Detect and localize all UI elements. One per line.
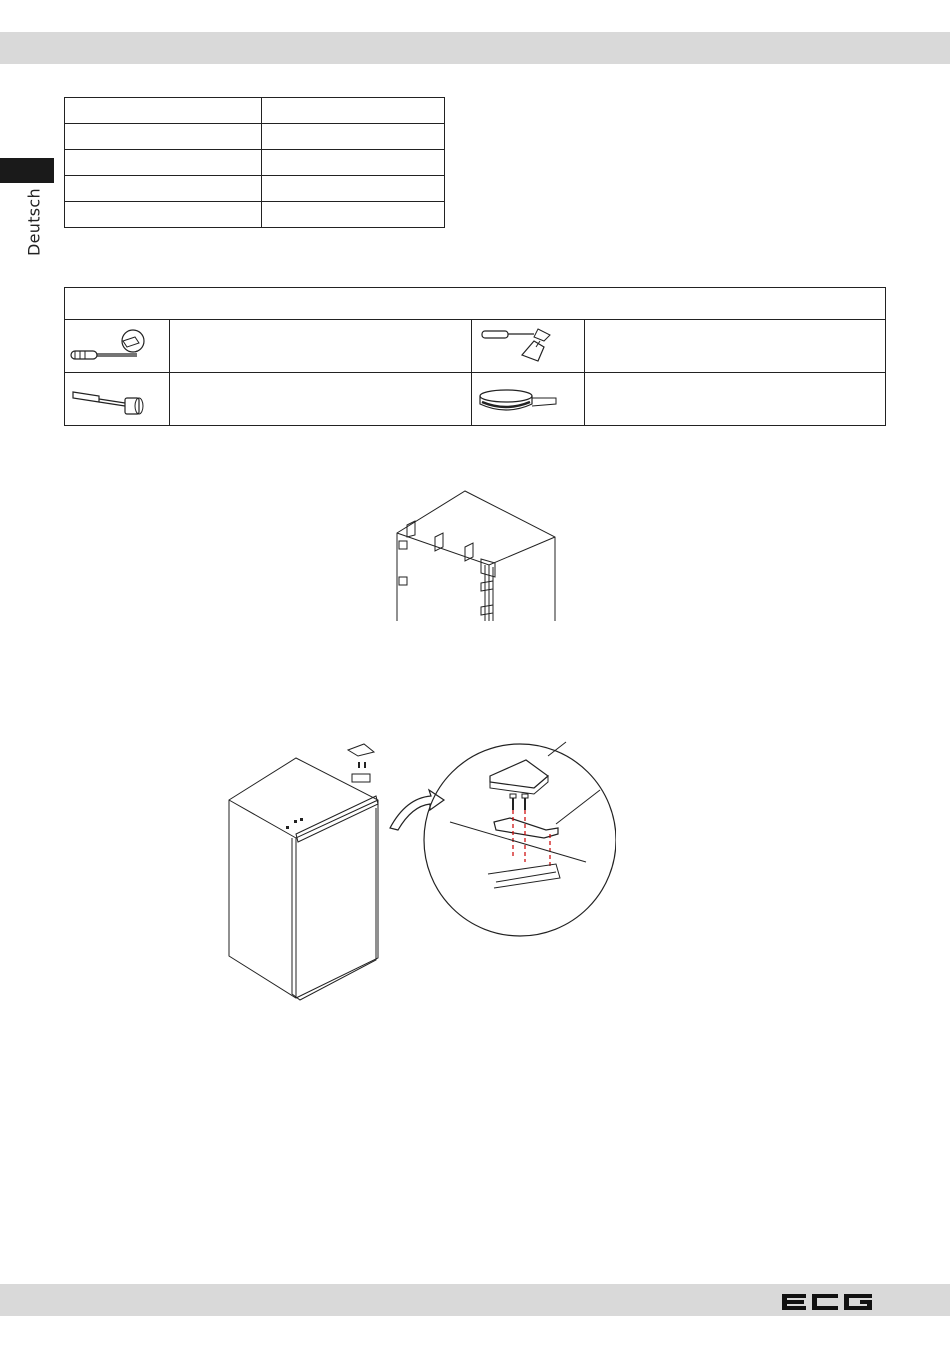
- tool-label: [584, 320, 886, 373]
- tool-label: [584, 373, 886, 426]
- table-row: [65, 98, 445, 124]
- tape-roll-icon: [471, 373, 584, 426]
- tool-label: [170, 320, 472, 373]
- table-row: [65, 150, 445, 176]
- header-bar: [0, 32, 950, 64]
- fridge-taped-illustration: [385, 485, 565, 625]
- tools-table: [64, 287, 886, 426]
- tool-label: [170, 373, 472, 426]
- ecg-logo: [780, 1288, 876, 1316]
- table-row: [65, 202, 445, 228]
- fridge-hinge-illustration: [226, 738, 616, 1004]
- table-row: [65, 124, 445, 150]
- tools-table-header: [65, 288, 886, 320]
- putty-knife-icon: [471, 320, 584, 373]
- table-row: [65, 373, 886, 426]
- mallet-icon: [65, 373, 170, 426]
- spec-table: [64, 97, 445, 228]
- screwdriver-icon: [65, 320, 170, 373]
- language-tab: [0, 158, 54, 183]
- table-row: [65, 320, 886, 373]
- table-row: [65, 176, 445, 202]
- language-label: Deutsch: [24, 188, 44, 256]
